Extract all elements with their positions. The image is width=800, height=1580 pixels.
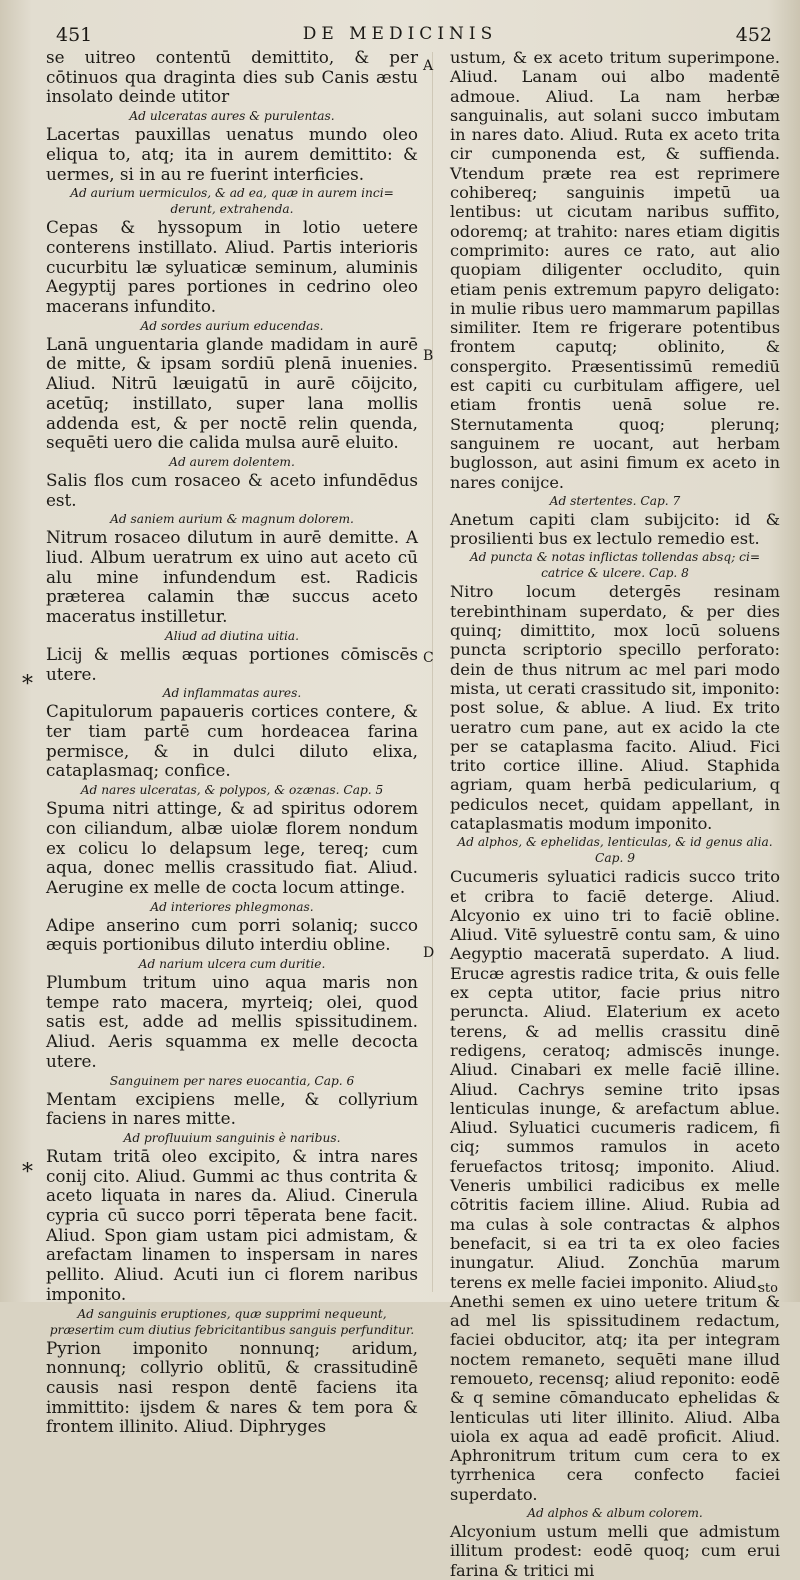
catchword: sto: [758, 1281, 778, 1296]
section-heading: Ad interiores phlegmonas.: [150, 899, 314, 914]
running-header: [0, 22, 800, 50]
paragraph: Pyrion imponito nonnunq; aridum, nonnunq; collyrio oblitū, & crassitudinē causis nasi respon dentē faciens ita immittito: ijsdem & nares & tem pora & frontem illinito. Aliud. Diphryges: [46, 1337, 418, 1437]
section-heading: Ad aurem dolentem.: [169, 454, 295, 469]
section-heading: Ad puncta & notas inflictas tollendas absq; ci= catrice & ulcere. Cap. 8: [469, 550, 761, 581]
margin-asterisk: *: [22, 1160, 33, 1185]
section-heading: Ad saniem aurium & magnum dolorem.: [110, 512, 354, 527]
paragraph: Cucumeris syluatici radicis succo trito et cribra to faciē deterge. Aliud. Alcyonio ex uino tri to faciē obline. Aliud. Vitē syluestrē contu sam, & uino Aegyptio maceratā superdato. A liud. Erucæ agrestis radice trita, & ouis felle ex cepta utitor, facie prius nitro peruncta. Aliud. Elaterium ex aceto terens, & ad mellis crassitu dinē redigens, ceratoq; admiscēs inunge. Aliud. Cinabari ex melle faciē illine. Aliud. Cachrys semine trito ipsas lenticulas inunge, & arefactum ablue. Aliud. Syluatici cucumeris radicem, fi ciq; summos ramulos in aceto feruefactos tritosq; imponito. Aliud. Veneris umbilici radicibus ex melle cōtritis faciem illine. Aliud. Rubia ad ma culas à sole contractas & alphos benefacit, si ea tri ta ex oleo facies inungatur. Aliud. Zonchūa marum terens ex melle faciei imponito. Aliud.: [450, 867, 780, 1292]
margin-letter-d: D: [423, 945, 435, 961]
paragraph: Capitulorum papaueris cortices contere, & ter tiam partē cum hordeacea farina permisce, & in dulci diluto elixa, cataplasmaq; confice.: [46, 701, 418, 781]
margin-letter-a: A: [423, 58, 434, 74]
section-heading: Ad sordes aurium educendas.: [140, 318, 324, 333]
section-heading: Ad stertentes. Cap. 7: [549, 493, 681, 508]
section-heading: Aliud ad diutina uitia.: [164, 628, 300, 643]
paragraph: Nitrum rosaceo dilutum in aurē demitte. A liud. Album ueratrum ex uino aut aceto cū alu mine infundendum est. Radicis præterea calamin thæ succus aceto maceratus instilletur.: [46, 527, 418, 627]
paragraph: Lanā unguentaria glande madidam in aurē de mitte, & ipsam sordiū plenā inuenies. Aliud. Nitrū læuigatū in aurē cōijcito, acetūq; instillato, super lana mollis addenda est, & per noctē relin quenda, sequēti uero die calida mulsa aurē eluito.: [46, 333, 418, 453]
left-text-column: [46, 48, 418, 1437]
section-heading: Ad ulceratas aures & purulentas.: [129, 109, 335, 124]
section-heading: Ad aurium uermiculos, & ad ea, quæ in aurem inci= derunt, extrahenda.: [70, 186, 394, 217]
right-text-column: [450, 48, 780, 1580]
paragraph: Cepas & hyssopum in lotio uetere conterens instillato. Aliud. Partis interioris cucurbitu læ syluaticæ seminum, aluminis Aegyptij pares portiones in cedrino oleo macerans infundito.: [46, 217, 418, 317]
column-divider: [432, 52, 433, 1292]
paragraph: Alcyonium ustum melli que admistum illitum prodest: eodē quoq; cum erui farina & tritici mi: [450, 1522, 780, 1580]
section-heading: Ad inflammatas aures.: [162, 686, 302, 701]
section-heading: Ad profluuium sanguinis è naribus.: [123, 1130, 341, 1145]
section-heading: Sanguinem per nares euocantia, Cap. 6: [109, 1073, 355, 1088]
paragraph: ustum, & ex aceto tritum superimpone. Aliud. Lanam oui albo madentē admoue. Aliud. La nam herbæ sanguinalis, aut solani succo imbutam in nares dato. Aliud. Ruta ex aceto trita cir cumponenda est, & suffienda. Vtendum præte rea est reprimere cohibereq; sanguinis impetū ua lentibus: ut cicutam naribus suffito, odoremq; at trahito: nares etiam digitis comprimito: aures ce rato, aut alio quopiam diligenter occludito, quin etiam penis extremum papyro deligato: in mulie ribus uero mammarum papillas similiter. Item re frigerare potentibus frontem caputq; oblinito, & conspergito. Præsentissimū remediū est capiti cu curbitulam affigere, uel etiam frontis uenā solue re. Sternutamenta quoq; plerunq; sanguinem re uocant, aut herbam buglosson, aut asini fimum ex aceto in nares conijce.: [450, 48, 780, 492]
paragraph: Mentam excipiens melle, & collyrium faciens in nares mitte.: [46, 1088, 418, 1129]
paragraph: Adipe anserino cum porri solaniq; succo æquis portionibus diluto interdiu obline.: [46, 914, 418, 955]
paragraph: Lacertas pauxillas uenatus mundo oleo eliqua to, atq; ita in aurem demittito: & uermes, si in au re fuerint interficies.: [46, 124, 418, 184]
section-heading: Ad alphos, & ephelidas, lenticulas, & id genus alia. Cap. 9: [457, 835, 773, 866]
section-heading: Ad alphos & album colorem.: [527, 1506, 703, 1521]
paragraph: Plumbum tritum uino aqua maris non tempe rato macera, myrteiq; olei, quod satis est, adde ad mellis spissitudinem. Aliud. Aeris squamma ex melle decocta utere.: [46, 972, 418, 1071]
paragraph: Spuma nitri attinge, & ad spiritus odorem con ciliandum, albæ uiolæ florem nondum ex colicu lo delapsum lege, tereq; cum aqua, donec mellis crassitudo fiat. Aliud. Aerugine ex melle de cocta locum attinge.: [46, 798, 418, 897]
paragraph: Salis flos cum rosaceo & aceto infundēdus est.: [46, 469, 418, 510]
page-number-left: 451: [56, 24, 93, 46]
running-title: DE MEDICINIS: [302, 24, 498, 44]
paragraph: Anetum capiti clam subijcito: id & prosilienti bus ex lectulo remedio est.: [450, 509, 780, 549]
page-number-right: 452: [735, 24, 772, 46]
paragraph: Nitro locum detergēs resinam terebinthinam superdato, & per dies quinq; dimittito, mox locū soluens puncta scriptorio specillo perforato: dein de thus nitrum ac mel pari modo mista, ut cerati crassitudo sit, imponito: post solue, & ablue. A liud. Ex trito ueratro cum pane, aut ex acido la cte per se cataplasma facito. Aliud. Fici trito cortice illine. Aliud. Staphida agriam, quam herbā pedicularium, q pediculos necet, quidam appellant, in cataplasmatis modum imponito.: [450, 582, 780, 833]
section-heading: Ad narium ulcera cum duritie.: [138, 957, 326, 972]
paragraph: Rutam tritā oleo excipito, & intra nares conij cito. Aliud. Gummi ac thus contrita & aceto liquata in nares da. Aliud. Cinerula cypria cū succo porri tēperata bene facit. Aliud. Spon giam ustam pici admistam, & arefactam linamen to inspersam in nares pellito. Aliud. Acuti iun ci florem naribus imponito.: [46, 1145, 418, 1304]
section-heading: Ad sanguinis eruptiones, quæ supprimi nequeunt, præsertim cum diutius febricitantibus sanguis perfunditur.: [49, 1306, 415, 1337]
section-heading: Ad nares ulceratas, & polypos, & ozænas. Cap. 5: [80, 783, 384, 798]
margin-letter-c: C: [423, 650, 434, 666]
paragraph: se uitreo contentū demittito, & per cōtinuos qua draginta dies sub Canis æstu insolato deinde utitor: [46, 47, 418, 107]
margin-asterisk: *: [22, 672, 33, 697]
paragraph: Licij & mellis æquas portiones cōmiscēs utere.: [46, 643, 418, 684]
paragraph: Anethi semen ex uino uetere tritum & ad mel lis spissitudinem redactum, faciei obducitor, atq; ita per integram noctem remaneto, sequēti mane illud remoueto, recensq; aliud reponito: eodē & q semine cōmanducato ephelidas & lenticulas uti liter illinito. Aliud. Alba uiola ex aqua ad eadē proficit. Aliud. Aphronitrum tritum cum cera to ex tyrrhenica cera confecto faciei superdato.: [450, 1291, 780, 1504]
margin-letter-b: B: [423, 348, 434, 364]
